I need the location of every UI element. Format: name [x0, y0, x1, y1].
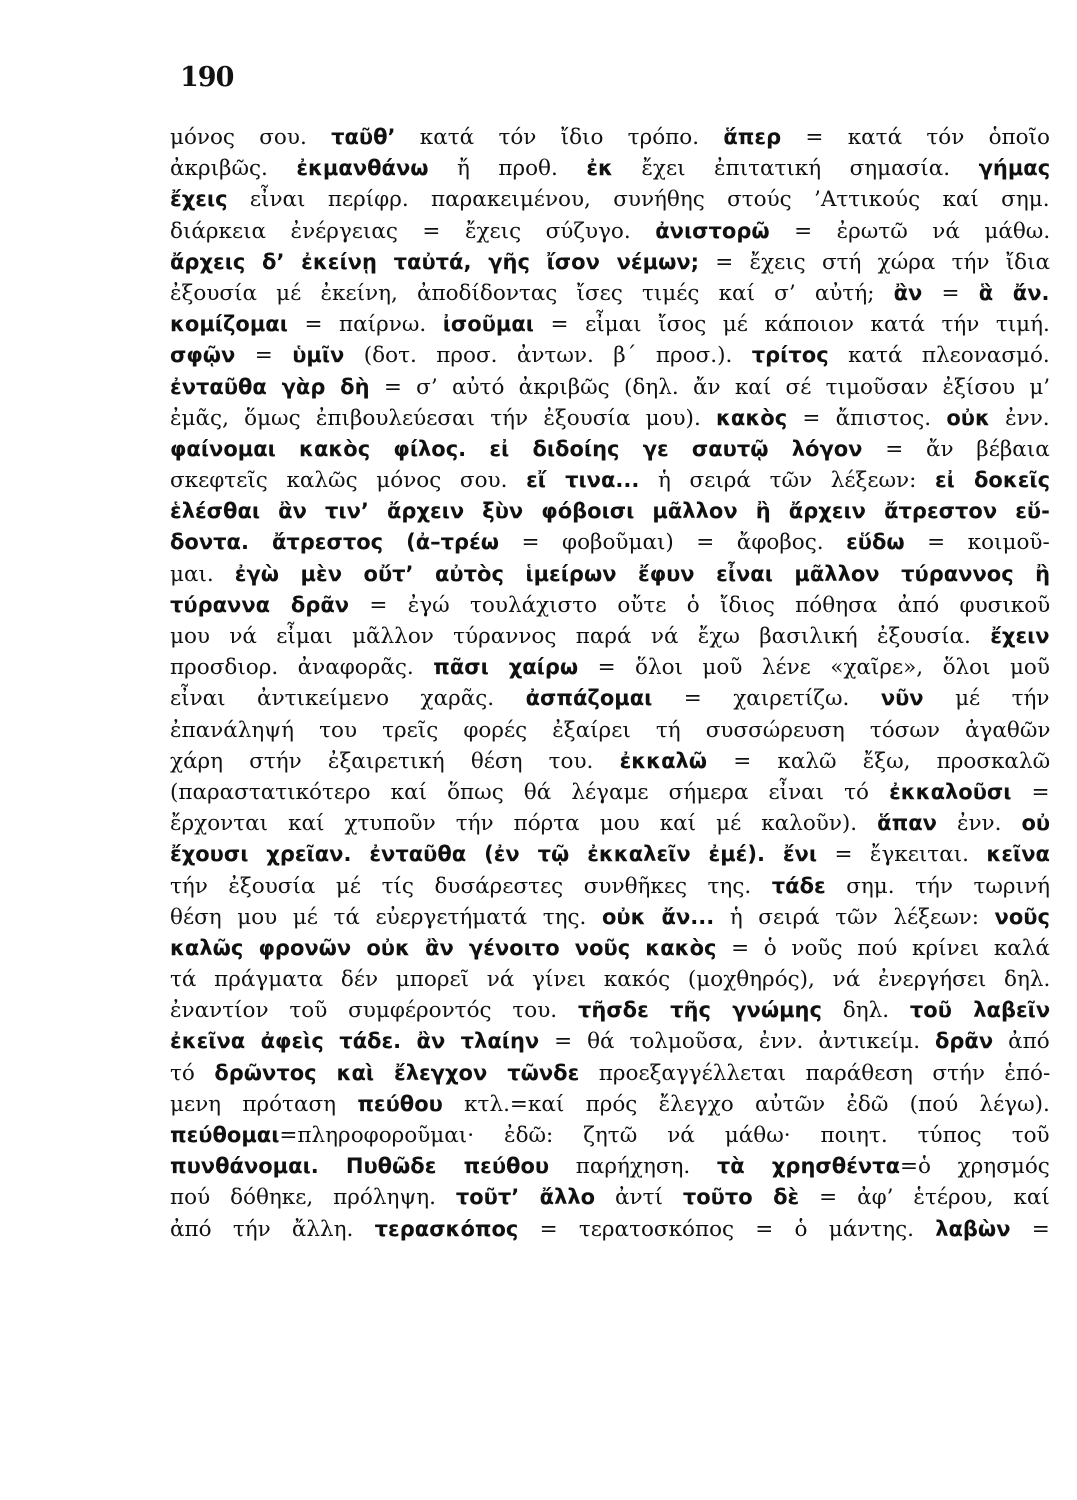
- commentary-run: διάρκεια ἐνέργειας = ἔχεις σύζυγο.: [170, 218, 656, 244]
- text-line: [170, 715, 1050, 746]
- text-line: [170, 995, 1050, 1026]
- commentary-run: μου νά εἶμαι μᾶλλον τύραννος παρά νά ἔχω βασιλική ἐξουσία.: [170, 624, 991, 649]
- greek-term: ταῦθ’: [331, 125, 396, 149]
- text-line: [170, 153, 1050, 184]
- commentary-run: =: [1011, 779, 1050, 805]
- text-line: [170, 278, 1050, 309]
- greek-term: ἐγὼ μὲν οὔτ’ αὐτὸς ἱμείρων ἔφυν εἶναι μᾶλλον τύραννος ἢ: [234, 561, 1050, 586]
- commentary-run: = καλῶ ἔξω, προσκαλῶ: [707, 748, 1050, 774]
- commentary-run: ἐνν.: [936, 811, 1022, 837]
- greek-term: ἀνιστορῶ: [655, 218, 770, 243]
- commentary-run: = ἄν βέβαια: [862, 436, 1050, 462]
- commentary-run: μόνος σου.: [170, 125, 332, 150]
- greek-term: τοῦ λαβεῖν: [909, 998, 1050, 1023]
- commentary-run: ἡ σειρά τῶν λέξεων:: [714, 904, 995, 930]
- commentary-run: κατά πλεονασμό.: [828, 343, 1050, 369]
- text-line: [170, 777, 1050, 808]
- commentary-run: = χαιρετίζω.: [652, 686, 881, 712]
- commentary-run: κτλ.=καί πρός ἔλεγχο αὐτῶν ἐδῶ (πού λέγω).: [442, 1091, 1050, 1117]
- commentary-run: τά πράγματα δέν μπορεῖ νά γίνει κακός (μοχθηρός), νά ἐνεργήσει δηλ.: [170, 967, 1050, 993]
- text-line: [170, 465, 1050, 496]
- commentary-run: ἐξουσία μέ ἐκείνη, ἀποδίδοντας ἴσες τιμές καί σ’ αὐτή;: [170, 280, 894, 306]
- commentary-run: μέ τήν: [923, 686, 1050, 712]
- text-line: [170, 496, 1050, 527]
- greek-term: ἀσπάζομαι: [525, 686, 653, 711]
- commentary-run: =ὁ χρησμός: [900, 1154, 1050, 1180]
- commentary-run: =: [1010, 1216, 1050, 1242]
- greek-term: εἴ τινα...: [526, 468, 640, 493]
- greek-term: τάδε: [771, 873, 826, 898]
- greek-term: σφῷν: [170, 343, 236, 368]
- greek-term: εὕδω: [846, 530, 905, 555]
- greek-term: εἰ δοκεῖς: [934, 468, 1050, 493]
- commentary-run: ἀντί: [595, 1185, 683, 1211]
- text-line: [170, 1120, 1050, 1151]
- text-line: [170, 964, 1050, 995]
- greek-term: τύραννα δρᾶν: [170, 592, 350, 617]
- greek-term: κεῖνα: [986, 842, 1050, 867]
- text-line: [170, 403, 1050, 434]
- commentary-run: =πληροφοροῦμαι· ἐδῶ: ζητῶ νά μάθω· ποιητ. τύπος τοῦ: [279, 1123, 1050, 1148]
- commentary-run: εἶναι ἀντικείμενο χαρᾶς.: [170, 686, 526, 712]
- commentary-run: =: [235, 343, 293, 369]
- commentary-run: προεξαγγέλλεται παράθεση στήν ἑπό-: [579, 1060, 1050, 1086]
- commentary-run: σημ. τήν τωρινή: [825, 873, 1050, 899]
- greek-term: πεύθομαι: [170, 1123, 280, 1147]
- commentary-run: = ἐγώ τουλάχιστο οὔτε ὁ ἴδιος πόθησα ἀπό φυσικοῦ: [349, 592, 1050, 618]
- greek-term: ἄρχεις δ’ ἐκείνῃ ταὐτά, γῆς ἴσον νέμων;: [170, 249, 700, 274]
- commentary-run: ἀπό τήν ἄλλη.: [170, 1216, 375, 1242]
- greek-term: ἃ ἄν.: [978, 280, 1050, 305]
- commentary-run: δηλ.: [821, 998, 910, 1024]
- greek-term: ἔχεις: [170, 187, 228, 212]
- commentary-run: (παραστατικότερο καί ὅπως θά λέγαμε σήμερα εἶναι τό: [170, 779, 890, 805]
- greek-term: τερασκόπος: [374, 1216, 519, 1241]
- greek-term: ἰσοῦμαι: [442, 312, 534, 337]
- commentary-text: [170, 122, 1050, 1245]
- greek-term: τῆσδε τῆς γνώμης: [577, 998, 822, 1023]
- greek-term: ἅπαν: [877, 811, 937, 836]
- text-line: [170, 871, 1050, 902]
- greek-term: πᾶσι χαίρω: [433, 655, 579, 680]
- commentary-run: = τερατοσκόπος = ὁ μάντης.: [518, 1216, 936, 1242]
- greek-term: ἔχειν: [990, 624, 1050, 648]
- text-line: [170, 652, 1050, 683]
- text-line: [170, 933, 1050, 964]
- commentary-run: ἐνν.: [989, 405, 1050, 431]
- text-line: [170, 527, 1050, 558]
- commentary-run: εἶναι περίφρ. παρακειμένου, συνήθης στούς ’Αττικούς καί σημ.: [227, 187, 1050, 213]
- commentary-run: = ὁ νοῦς πού κρίνει καλά: [716, 935, 1050, 961]
- commentary-run: = ἄπιστος.: [787, 405, 947, 431]
- greek-term: ἅπερ: [723, 125, 782, 149]
- text-line: [170, 1026, 1050, 1057]
- greek-term: νῦν: [880, 686, 924, 711]
- commentary-run: =: [922, 280, 979, 306]
- text-line: [170, 247, 1050, 278]
- commentary-run: χάρη στήν ἐξαιρετική θέση του.: [170, 748, 620, 774]
- greek-term: δοντα. ἄτρεστος (ἀ–τρέω: [170, 530, 500, 555]
- text-line: [170, 340, 1050, 371]
- text-line: [170, 746, 1050, 777]
- greek-term: ἐνταῦθα γὰρ δὴ: [170, 374, 370, 399]
- greek-term: φαίνομαι κακὸς φίλος. εἰ διδοίης γε σαυτῷ λόγον: [170, 436, 863, 461]
- commentary-run: παρήχηση.: [549, 1154, 717, 1180]
- text-line: [170, 216, 1050, 247]
- commentary-run: μαι.: [170, 561, 235, 587]
- commentary-run: = εἶμαι ἴσος μέ κάποιον κατά τήν τιμή.: [533, 312, 1050, 338]
- commentary-run: ἔρχονται καί χτυποῦν τήν πόρτα μου καί μέ καλοῦν).: [170, 811, 878, 837]
- text-line: [170, 184, 1050, 215]
- greek-term: πεύθου: [357, 1091, 443, 1116]
- greek-term: ἑλέσθαι ἂν τιν’ ἄρχειν ξὺν φόβοισι μᾶλλον ἢ ἄρχειν ἄτρεστον εὕ-: [170, 499, 1050, 524]
- text-line: [170, 590, 1050, 621]
- commentary-run: τό: [170, 1060, 215, 1086]
- text-line: [170, 683, 1050, 714]
- commentary-run: = κατά τόν ὁποῖο: [781, 125, 1050, 150]
- commentary-run: (δοτ. προσ. ἀντων. β΄ προσ.).: [344, 343, 752, 369]
- greek-term: τοῦτ’ ἄλλο: [455, 1185, 596, 1210]
- commentary-run: = ἔγκειται.: [817, 842, 987, 868]
- greek-term: δρᾶν: [934, 1029, 994, 1054]
- text-line: [170, 621, 1050, 652]
- greek-term: ἔχουσι χρεῖαν. ἐνταῦθα (ἐν τῷ ἐκκαλεῖν ἐμέ). ἔνι: [170, 842, 818, 867]
- text-line: [170, 1182, 1050, 1213]
- text-line: [170, 434, 1050, 465]
- greek-term: τρίτος: [751, 343, 829, 368]
- text-line: [170, 309, 1050, 340]
- page-number: 190: [180, 62, 234, 93]
- commentary-run: τήν ἐξουσία μέ τίς δυσάρεστες συνθῆκες της.: [170, 873, 772, 899]
- text-line: [170, 1058, 1050, 1089]
- commentary-run: = παίρνω.: [287, 312, 443, 338]
- commentary-run: = φοβοῦμαι) = ἄφοβος.: [499, 530, 847, 556]
- commentary-run: = σ’ αὐτό ἀκριβῶς (δηλ. ἄν καί σέ τιμοῦσαν ἐξίσου μ’: [369, 374, 1050, 400]
- text-line: [170, 839, 1050, 870]
- greek-term: τὰ χρησθέντα: [716, 1154, 901, 1179]
- commentary-run: ἔχει ἐπιτατική σημασία.: [612, 156, 979, 182]
- commentary-run: ἐναντίον τοῦ συμφέροντός του.: [170, 998, 578, 1024]
- text-line: [170, 1151, 1050, 1182]
- commentary-run: ἤ προθ.: [428, 156, 587, 182]
- commentary-run: κατά τόν ἴδιο τρόπο.: [395, 125, 724, 150]
- greek-term: νοῦς: [994, 904, 1050, 929]
- commentary-run: = κοιμοῦ-: [904, 530, 1050, 556]
- greek-term: κακὸς: [716, 405, 788, 430]
- commentary-run: = ὅλοι μοῦ λένε «χαῖρε», ὅλοι μοῦ: [578, 655, 1050, 681]
- text-line: [170, 372, 1050, 403]
- commentary-run: ἀκριβῶς.: [170, 156, 297, 182]
- commentary-run: θέση μου μέ τά εὐεργετήματά της.: [170, 904, 602, 930]
- greek-term: οὐ: [1021, 811, 1050, 836]
- commentary-run: σκεφτεῖς καλῶς μόνος σου.: [170, 468, 527, 494]
- greek-term: τοῦτο δὲ: [682, 1185, 800, 1210]
- text-line: [170, 1089, 1050, 1120]
- commentary-run: μενη πρόταση: [170, 1091, 358, 1117]
- greek-term: γήμας: [978, 156, 1050, 181]
- greek-term: δρῶντος καὶ ἔλεγχον τῶνδε: [214, 1060, 580, 1085]
- commentary-run: = ἐρωτῶ νά μάθω.: [769, 218, 1050, 244]
- commentary-run: προσδιορ. ἀναφορᾶς.: [170, 655, 434, 681]
- commentary-run: = θά τολμοῦσα, ἐνν. ἀντικείμ.: [539, 1029, 935, 1055]
- text-line: [170, 122, 1050, 153]
- greek-term: οὐκ ἄν...: [601, 904, 715, 929]
- greek-term: ἐκεῖνα ἀφεὶς τάδε. ἂν τλαίην: [170, 1029, 540, 1054]
- text-line: [170, 1214, 1050, 1245]
- greek-term: ἐκκαλοῦσι: [889, 779, 1012, 804]
- greek-term: οὐκ: [946, 405, 990, 430]
- greek-term: ὑμῖν: [292, 343, 345, 368]
- text-line: [170, 808, 1050, 839]
- commentary-run: ἡ σειρά τῶν λέξεων:: [639, 468, 935, 494]
- greek-term: καλῶς φρονῶν οὐκ ἂν γένοιτο νοῦς κακὸς: [170, 935, 717, 960]
- greek-term: πυνθάνομαι. Πυθῶδε πεύθου: [170, 1154, 550, 1179]
- text-line: [170, 559, 1050, 590]
- greek-term: κομίζομαι: [170, 312, 288, 337]
- commentary-run: ἐμᾶς, ὅμως ἐπιβουλεύεσαι τήν ἐξουσία μου).: [170, 405, 717, 431]
- commentary-run: ἐπανάληψή του τρεῖς φορές ἐξαίρει τή συσσώρευση τόσων ἀγαθῶν: [170, 717, 1050, 743]
- greek-term: λαβὼν: [935, 1216, 1011, 1241]
- greek-term: ἐκ: [586, 156, 613, 181]
- commentary-run: ἀπό: [993, 1029, 1050, 1055]
- greek-term: ἐκμανθάνω: [296, 156, 429, 181]
- commentary-run: = ἔχεις στή χώρα τήν ἴδια: [699, 249, 1050, 275]
- greek-term: ἐκκαλῶ: [619, 748, 708, 773]
- commentary-run: = ἀφ’ ἑτέρου, καί: [799, 1185, 1050, 1211]
- commentary-run: πού δόθηκε, πρόληψη.: [170, 1185, 456, 1211]
- greek-term: ἂν: [893, 280, 923, 305]
- text-line: [170, 902, 1050, 933]
